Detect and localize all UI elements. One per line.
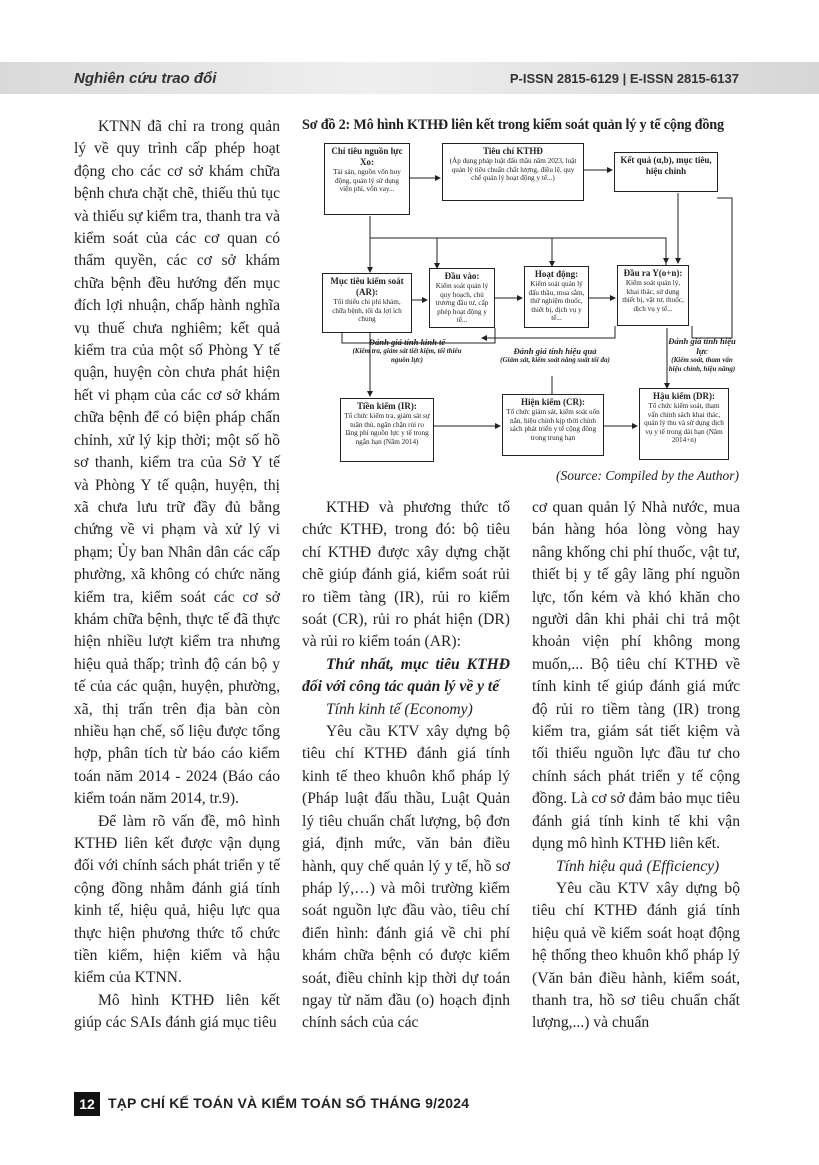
column-right	[532, 497, 740, 1035]
box-title: Chỉ tiêu nguồn lực Xo:	[331, 146, 403, 167]
box-text: Kiểm soát quản lý, khai thác, sử dụng thiết bị, vật tư, thuốc, dịch vụ y tế...	[622, 279, 684, 313]
paragraph: KTHĐ và phương thức tổ chức KTHĐ, trong đó: bộ tiêu chí KTHĐ được xây dựng chặt chẽ giúp đánh giá, kiểm soát rủi ro tiềm tàng (IR), rủi ro kiểm soát (CR), rủi ro phát hiện (DR) và rủi ro kiểm toán (AR):	[302, 499, 510, 651]
issn-text: P-ISSN 2815-6129 | E-ISSN 2815-6137	[509, 71, 739, 86]
box-dau-ra	[617, 265, 689, 326]
subheading: Tính hiệu quả (Efficiency)	[556, 857, 720, 875]
column-middle	[302, 497, 510, 1035]
label-hieu-luc	[664, 336, 740, 373]
label-title: Đánh giá tính hiệu lực	[668, 336, 736, 356]
box-text: (Áp dụng pháp luật đấu thầu năm 2023, luật quản lý tiêu chuẩn chất lượng, điều lệ, quy chế quản lý hoạt động y tế...)	[449, 157, 577, 183]
subheading: Thứ nhất, mục tiêu KTHĐ đối với công tác quản lý về y tế	[302, 655, 510, 696]
page-number: 12	[74, 1092, 100, 1116]
label-title: Đánh giá tính kinh tế	[368, 337, 446, 347]
label-sub: (Giám sát, kiểm soát năng suất tối đa)	[500, 356, 610, 364]
figure-title: Sơ đồ 2: Mô hình KTHĐ liên kết trong kiểm soát quản lý y tế cộng đồng	[302, 117, 724, 133]
paragraph: KTNN đã chỉ ra trong quản lý về quy trình cấp phép hoạt động cho các cơ sở khám chữa bệnh chưa chặt chẽ, thiếu thủ tục và thiếu sự kiểm tra, thanh tra và kiểm soát của các cơ quan có thẩm quyền, các cơ sở khám chữa bệnh đều hướng đến mục đích lợi nhuận, chấp hành nghĩa vụ thuế chưa nghiêm; kết quả kiểm tra của một số Phòng Y tế quận, huyện còn chưa phát hiện hết vi phạm của các cơ sở khám chữa bệnh để có biện pháp chấn chỉnh, xử lý kịp thời; một số hồ sơ thanh, kiểm tra của Sở Y tế và Phòng Y tế quận, huyện, thị xã chưa lưu trữ đầy đủ bằng chứng về vi phạm và xử lý vi phạm; Ủy ban Nhân dân các cấp phường, xã không có chức năng kiểm tra, kiểm soát các cơ sở khám chữa bệnh, thực tế đã thực hiện nhiều lượt kiểm tra nhưng hiệu quả thấp; trình độ cán bộ y tế của các quận, huyện, phường, xã, thị trấn trên địa bàn còn nhiều hạn chế, số liệu được tổng hợp, phân tích từ báo cáo kiểm toán năm 2014 - 2024 (Báo cáo kiểm toán năm 2014, tr.9).	[74, 118, 280, 808]
box-text: Tổ chức kiểm tra, giám sát sự tuân thủ, ngăn chặn rủi ro lãng phí nguồn lực y tế trong ngắn hạn (Năm 2014)	[344, 412, 430, 446]
box-hoat-dong	[524, 266, 589, 328]
box-chi-tieu-nguon-luc	[324, 143, 410, 215]
box-text: Kiểm soát quản lý đấu thầu, mua sắm, thử nghiệm thuốc, thiết bị, dịch vụ y tế...	[528, 280, 585, 323]
box-text: Tối thiểu chi phí khám, chữa bệnh, tối đa lợi ích chung	[332, 298, 402, 324]
paragraph: Yêu cầu KTV xây dựng bộ tiêu chí KTHĐ đánh giá tính hiệu quả về kiểm soát hoạt động hệ thống theo khuôn khổ pháp lý (Văn bản điều hành, kiểm soát, thanh tra, hồ sơ tiêu chuẩn chất lượng,...) và chuẩn	[532, 879, 740, 1032]
box-title: Hiện kiểm (CR):	[521, 397, 585, 407]
page-footer	[74, 1092, 474, 1118]
box-title: Kết quả (α,b), mục tiêu, hiệu chỉnh	[620, 155, 712, 176]
paragraph: Để làm rõ vấn đề, mô hình KTHĐ liên kết được vận dụng đối với chính sách phát triển y tế cộng đồng nhằm đánh giá tính kinh tế, hiệu quả, hiệu lực qua thực hiện phương thức tổ chức tiền kiểm, hiện kiểm và hậu kiểm của KTNN.	[74, 812, 280, 987]
figure-source: (Source: Compiled by the Author)	[556, 468, 739, 483]
journal-title: TẠP CHÍ KẾ TOÁN VÀ KIỂM TOÁN SỐ THÁNG 9/2024	[108, 1095, 470, 1111]
label-kinh-te	[352, 337, 462, 364]
box-text: Tài sản, nguồn vốn huy động, quản lý sử dụng viện phí, vốn vay...	[333, 168, 401, 194]
section-title: Nghiên cứu trao đổi	[74, 70, 217, 87]
label-hieu-qua	[490, 346, 620, 365]
label-title: Đánh giá tính hiệu quả	[513, 346, 597, 356]
box-title: Đầu vào:	[444, 271, 480, 281]
box-text: Tổ chức kiểm soát, tham vấn chính sách khai thác, quản lý thu và sử dụng dịch vụ y tế trong dài hạn (Năm 2014+n)	[644, 402, 724, 445]
paragraph: cơ quan quản lý Nhà nước, mua bán hàng hóa lòng vòng hay nâng khống chi phí thuốc, vật tư, thiết bị y tế gây lãng phí nguồn lực, tốn kém và khó khăn cho người dân khi phải chi trả một khoản viện phí không mong muốn,... Bộ tiêu chí KTHĐ về tính kinh tế giúp đánh giá mức độ rủi ro tiềm tàng (IR) trong kiểm tra, giám sát tiết kiệm và tối thiểu nguồn lực đầu tư cho chính sách phát triển y tế cộng đồng. Là cơ sở đảm bảo mục tiêu đánh giá tính kinh tế khi vận dụng mô hình KTHĐ liên kết.	[532, 499, 740, 853]
running-header	[0, 62, 819, 96]
box-tien-kiem	[340, 398, 434, 462]
box-hau-kiem	[639, 388, 729, 460]
box-title: Hậu kiểm (DR):	[653, 391, 715, 401]
column-left	[74, 116, 280, 1035]
box-dau-vao	[429, 268, 495, 328]
box-hien-kiem	[502, 394, 604, 456]
box-muc-tieu-kiem-soat	[322, 273, 412, 333]
paragraph: Yêu cầu KTV xây dựng bộ tiêu chí KTHĐ đánh giá tính kinh tế theo khuôn khổ pháp lý (Pháp luật đấu thầu, Luật Quản lý tiêu chuẩn chất lượng, bộ đơn giá, định mức, văn bản điều hành, quy chế quản lý y tế, hồ sơ pháp lý,…) và môi trường kiểm soát nguồn lực đầu vào, tiêu chí điển hình: đánh giá về chi phí khám chữa bệnh có được kiểm soát, điều chỉnh kịp thời dự toán ngay từ năm đầu (o) hoạch định chính sách của các	[302, 723, 510, 1032]
box-text: Tổ chức giám sát, kiểm soát uốn nắn, hiệu chỉnh kịp thời chính sách phát triển y tế cộng đồng trong trung hạn	[506, 408, 600, 442]
box-title: Mục tiêu kiểm soát (AR):	[330, 276, 404, 297]
box-title: Tiêu chí KTHĐ	[483, 146, 543, 156]
box-title: Tiền kiểm (IR):	[357, 401, 417, 411]
diagram	[312, 138, 740, 463]
label-sub: (Kiểm soát, tham vấn hiệu chỉnh, hiệu năng)	[668, 356, 736, 373]
box-title: Hoạt động:	[534, 269, 579, 279]
box-text: Kiểm soát quản lý quy hoạch, chủ trương đầu tư, cấp phép hoạt động y tế...	[435, 282, 489, 325]
box-tieu-chi-kthd	[442, 143, 584, 201]
box-ket-qua	[614, 152, 718, 192]
paragraph: Mô hình KTHĐ liên kết giúp các SAIs đánh giá mục tiêu	[74, 991, 280, 1032]
subheading: Tính kinh tế (Economy)	[326, 700, 473, 718]
box-title: Đầu ra Y(o+n):	[623, 268, 683, 278]
label-sub: (Kiểm tra, giám sát tiết kiệm, tối thiểu nguồn lực)	[352, 347, 462, 364]
